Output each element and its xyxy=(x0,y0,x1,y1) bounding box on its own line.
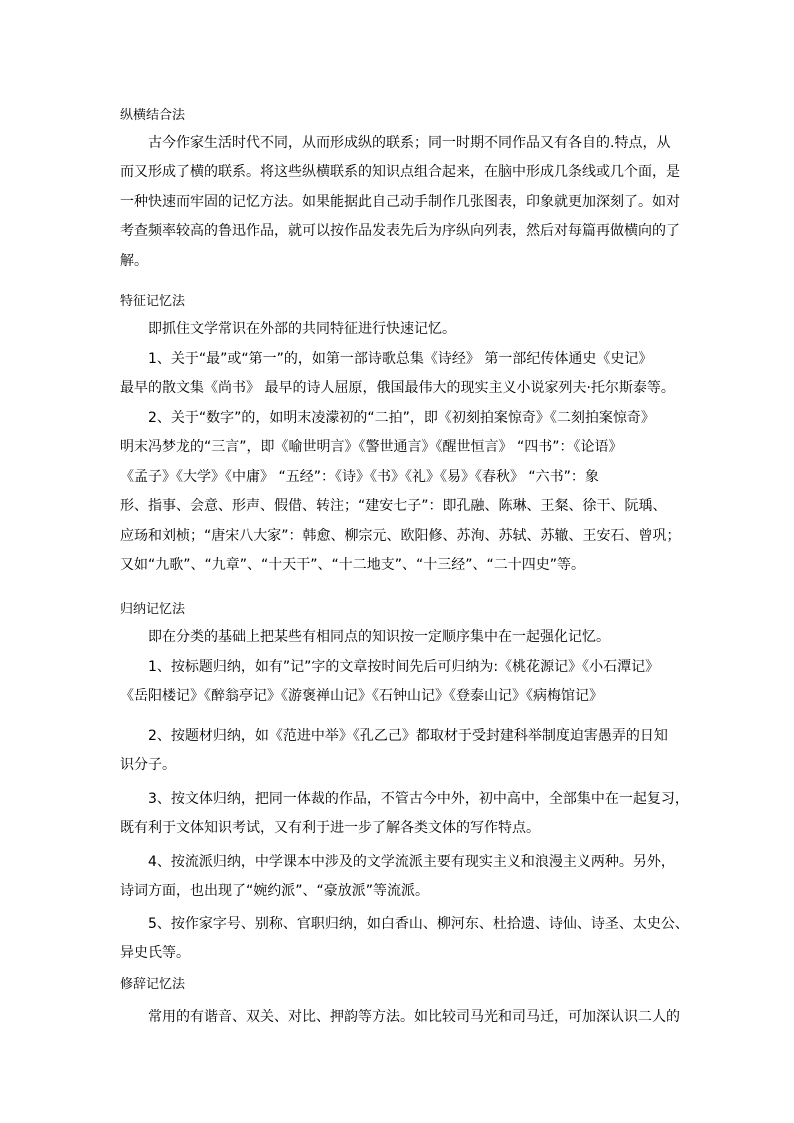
text-line: 既有利于文体知识考试，又有利于进一步了解各类文体的写作特点。 xyxy=(120,820,540,837)
paragraph xyxy=(120,404,681,580)
text-line: 《岳阳楼记》《醉翁亭记》《游褒禅山记》《石钟山记》《登泰山记》《病梅馆记》 xyxy=(120,688,603,705)
text-line: 异史氏等。 xyxy=(120,945,190,962)
text-line: 最早的散文集《尚书》 最早的诗人屈原，俄国最伟大的现实主义小说家列夫·托尔斯泰等。 xyxy=(120,380,675,397)
text-line: 古今作家生活时代不同，从而形成纵的联系；同一时期不同作品又有各自的.特点，从 xyxy=(148,135,671,151)
section-heading: 归纳记忆法 xyxy=(120,602,186,617)
text-line: 诗词方面，也出现了“婉约派”、“豪放派”等流派。 xyxy=(120,883,430,900)
paragraph xyxy=(120,1003,680,1032)
section-heading: 特征记忆法 xyxy=(120,294,186,309)
paragraph xyxy=(120,910,689,969)
text-line: 3、按文体归纳，把同一体裁的作品，不管古今中外，初中高中，全部集中在一起复习， xyxy=(148,791,689,807)
text-line: 1、关于“最”或“第一”的，如第一部诗歌总集《诗经》 第一部纪传体通史《史记》 xyxy=(148,351,653,367)
text-line: 即在分类的基础上把某些有相同点的知识按一定顺序集中在一起强化记忆。 xyxy=(148,629,610,645)
text-line: 考查频率较高的鲁迅作品，就可以按作品发表先后为序纵向列表，然后对每篇再做横向的了 xyxy=(120,223,680,240)
paragraph xyxy=(120,315,676,344)
paragraph xyxy=(120,129,680,276)
text-line: 应玚和刘桢；“唐宋八大家”：韩愈、柳宗元、欧阳修、苏洵、苏轼、苏辙、王安石、曾巩； xyxy=(120,527,681,544)
text-line: 1、按标题归纳，如有”记”字的文章按时间先后可归纳为:《桃花源记》《小石潭记》 xyxy=(148,659,660,675)
text-line: 又如“九歌”、“九章”、“十天干”、“十二地支”、“十三经”、“二十四史”等。 xyxy=(120,556,586,573)
text-line: 2、按题材归纳，如《范进中举》《孔乙己》都取材于受封建科举制度迫害愚弄的日知 xyxy=(148,728,668,744)
text-line: 而又形成了横的联系。将这些纵横联系的知识点组合起来，在脑中形成几条线或几个面，是 xyxy=(120,164,680,181)
text-line: 即抓住文学常识在外部的共同特征进行快速记忆。 xyxy=(148,321,456,337)
text-line: 常用的有谐音、双关、对比、押韵等方法。如比较司马光和司马迁，可加深认识二人的 xyxy=(148,1009,680,1025)
text-line: 4、按流派归纳，中学课本中涉及的文学流派主要有现实主义和浪漫主义两种。另外， xyxy=(148,854,675,870)
paragraph xyxy=(120,785,689,844)
paragraph xyxy=(120,722,676,781)
text-line: 《孟子》《大学》《中庸》 “五经”：《诗》《书》《礼》《易》《春秋》 “六书”：象 xyxy=(120,468,599,485)
text-line: 明末冯梦龙的“三言”，即《喻世明言》《警世通言》《醒世恒言》 “四书”：《论语》 xyxy=(120,439,623,456)
text-line: 识分子。 xyxy=(120,757,176,774)
text-line: 形、指事、会意、形声、假借、转注；“建安七子”：即孔融、陈琳、王粲、徐干、阮瑀、 xyxy=(120,498,667,515)
paragraph xyxy=(120,623,676,652)
section-heading: 纵横结合法 xyxy=(120,108,186,123)
text-line: 5、按作家字号、别称、官职归纳，如白香山、柳河东、杜拾遗、诗仙、诗圣、太史公、 xyxy=(148,916,689,932)
section-heading: 修辞记忆法 xyxy=(120,977,186,992)
paragraph xyxy=(120,345,676,404)
paragraph xyxy=(120,848,676,907)
text-line: 解。 xyxy=(120,252,148,269)
text-line: 2、关于“数字”的，如明末凌濛初的“二拍”，即《初刻拍案惊奇》《二刻拍案惊奇》 xyxy=(148,410,655,426)
paragraph xyxy=(120,653,676,712)
text-line: 一种快速而牢固的记忆方法。如果能据此自己动手制作几张图表，印象就更加深刻了。如对 xyxy=(120,193,680,210)
